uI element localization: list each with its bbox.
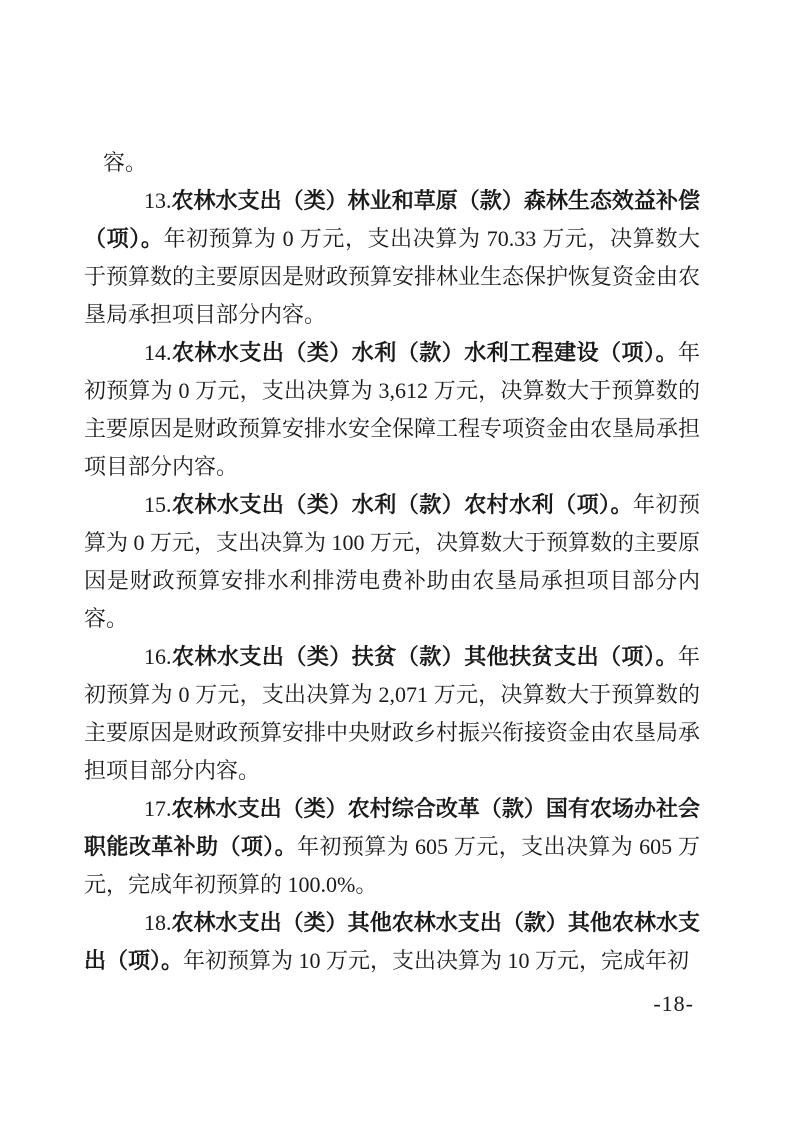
item-title: 农林水支出（类）农村综合改革（款）国有农场办社会职能改革补助（项）。 bbox=[84, 796, 700, 859]
budget-item-paragraph-15 bbox=[84, 486, 700, 638]
item-number: 14. bbox=[144, 340, 172, 365]
page-number: -18- bbox=[653, 991, 694, 1016]
item-title: 农林水支出（类）水利（款）农村水利（项）。 bbox=[171, 492, 634, 517]
item-body: 年初预算为 605 万元，支出决算为 605 万元，完成年初预算的 100.0%。 bbox=[84, 834, 700, 897]
item-number: 17. bbox=[144, 796, 172, 821]
item-number: 16. bbox=[144, 644, 172, 669]
item-body: 年初预算为 0 万元，支出决算为 70.33 万元，决算数大于预算数的主要原因是财政预算安排林业生态保护恢复资金由农垦局承担项目部分内容。 bbox=[84, 226, 700, 327]
item-number: 13. bbox=[144, 188, 172, 213]
budget-item-paragraph-13 bbox=[84, 182, 700, 334]
item-number: 15. bbox=[144, 492, 172, 517]
item-title: 农林水支出（类）扶贫（款）其他扶贫支出（项）。 bbox=[171, 644, 678, 669]
continuation-text: 容。 bbox=[103, 150, 148, 175]
paragraph-continuation bbox=[84, 144, 700, 182]
budget-item-paragraph-18 bbox=[84, 904, 700, 980]
item-body: 年初预算为 0 万元，支出决算为 2,071 万元，决算数大于预算数的主要原因是财政预算安排中央财政乡村振兴衔接资金由农垦局承担项目部分内容。 bbox=[84, 644, 700, 783]
document-body bbox=[84, 144, 700, 980]
budget-item-paragraph-16 bbox=[84, 638, 700, 790]
item-title: 农林水支出（类）其他农林水支出（款）其他农林水支出（项）。 bbox=[84, 910, 700, 973]
item-number: 18. bbox=[144, 910, 172, 935]
item-body: 年初预算为 0 万元，支出决算为 100 万元，决算数大于预算数的主要原因是财政预算安排水利排涝电费补助由农垦局承担项目部分内容。 bbox=[84, 492, 700, 631]
item-body: 年初预算为 0 万元，支出决算为 3,612 万元，决算数大于预算数的主要原因是财政预算安排水安全保障工程专项资金由农垦局承担项目部分内容。 bbox=[84, 340, 700, 479]
item-title: 农林水支出（类）林业和草原（款）森林生态效益补偿（项）。 bbox=[84, 188, 700, 251]
budget-item-paragraph-14 bbox=[84, 334, 700, 486]
item-body: 年初预算为 10 万元，支出决算为 10 万元，完成年初 bbox=[183, 948, 690, 973]
item-title: 农林水支出（类）水利（款）水利工程建设（项）。 bbox=[171, 340, 678, 365]
budget-item-paragraph-17 bbox=[84, 790, 700, 904]
